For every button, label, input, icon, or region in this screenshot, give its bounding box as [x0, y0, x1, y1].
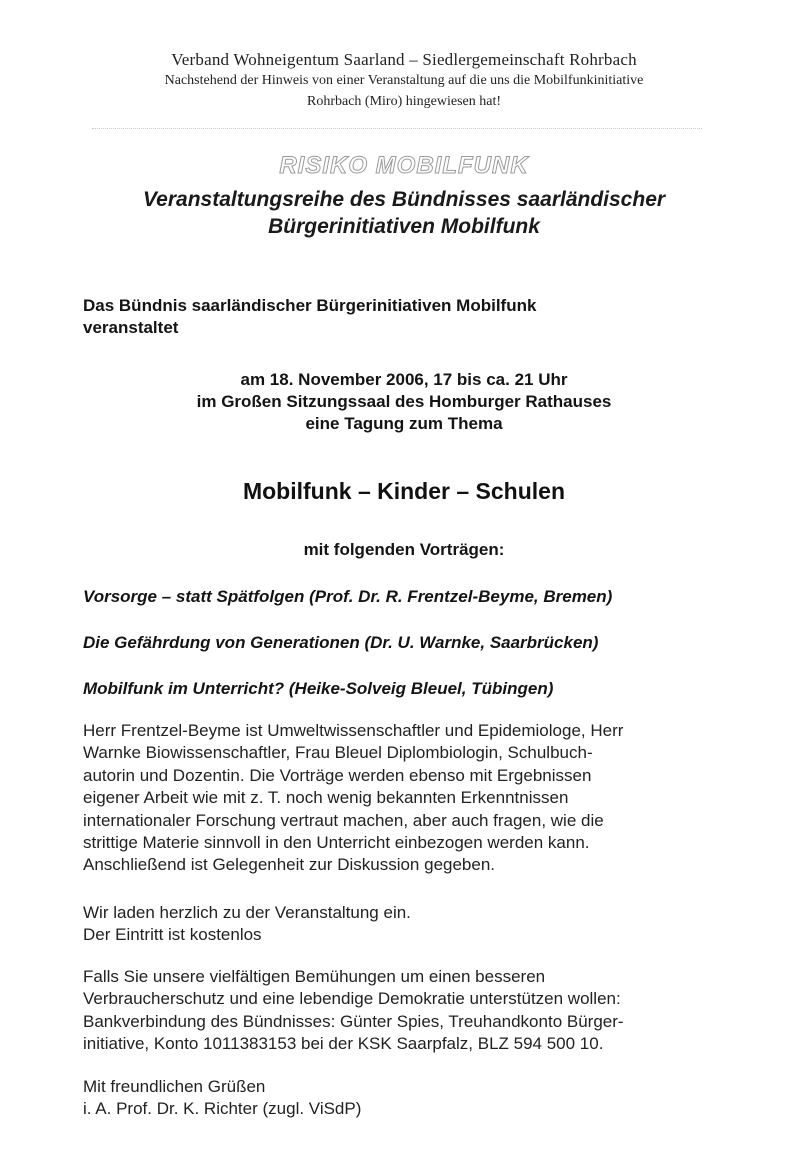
support-line: Verbraucherschutz und eine lebendige Demokratie unterstützen wollen: — [83, 989, 621, 1009]
description-line: Herr Frentzel-Beyme ist Umweltwissenschaftler und Epidemiologe, Herr — [83, 721, 624, 740]
description-line: eigener Arbeit wie mit z. T. noch wenig bekannten Erkenntnissen — [83, 788, 569, 808]
header-note-line1: Nachstehend der Hinweis von einer Veranstaltung auf die uns die Mobilfunkinitiative — [164, 73, 644, 88]
invitation-line: Wir laden herzlich zu der Veranstaltung ein. — [83, 903, 411, 922]
event-topic: Mobilfunk – Kinder – Schulen — [242, 478, 566, 504]
talks-heading: mit folgenden Vorträgen: — [303, 540, 505, 559]
event-place: im Großen Sitzungssaal des Homburger Rathauses — [196, 392, 612, 411]
series-title-line2: Bürgerinitiativen Mobilfunk — [268, 215, 540, 238]
description-line: Anschließend ist Gelegenheit zur Diskussion gegeben. — [83, 855, 496, 875]
description-line: autorin und Dozentin. Die Vorträge werden ebenso mit Ergebnissen — [83, 765, 592, 785]
header-divider — [92, 128, 702, 129]
closing-signature: i. A. Prof. Dr. K. Richter (zugl. ViSdP) — [83, 1099, 362, 1119]
intro-line2: veranstaltet — [83, 318, 179, 337]
invitation-line: Der Eintritt ist kostenlos — [83, 925, 262, 945]
intro-line1: Das Bündnis saarländischer Bürgerinitiativen Mobilfunk — [83, 296, 537, 315]
support-line: Falls Sie unsere vielfältigen Bemühungen um einen besseren — [83, 967, 546, 986]
talk-item: Vorsorge – statt Spätfolgen (Prof. Dr. R. Frentzel-Beyme, Bremen) — [83, 587, 613, 606]
risk-title: RISIKO MOBILFUNK — [279, 152, 529, 179]
event-topic-intro: eine Tagung zum Thema — [305, 414, 503, 433]
invitation-paragraph — [83, 902, 411, 947]
talk-item: Die Gefährdung von Generationen (Dr. U. Warnke, Saarbrücken) — [83, 633, 599, 652]
series-title-line1: Veranstaltungsreihe des Bündnisses saarländischer — [142, 188, 666, 211]
talk-item: Mobilfunk im Unterricht? (Heike-Solveig Bleuel, Tübingen) — [83, 679, 554, 698]
header-organization: Verband Wohneigentum Saarland – Siedlergemeinschaft Rohrbach — [171, 50, 637, 69]
closing-greeting: Mit freundlichen Grüßen — [83, 1077, 266, 1096]
description-line: strittige Materie sinnvoll in den Unterricht einbezogen werden kann. — [83, 832, 590, 852]
closing-block — [83, 1076, 361, 1121]
support-line: Bankverbindung des Bündnisses: Günter Spies, Treuhandkonto Bürger- — [83, 1011, 624, 1031]
description-line: internationaler Forschung vertraut machen, aber auch fragen, wie die — [83, 810, 604, 830]
description-line: Warnke Biowissenschaftler, Frau Bleuel Diplombiologin, Schulbuch- — [83, 743, 593, 763]
support-line: initiative, Konto 1011383153 bei der KSK Saarpfalz, BLZ 594 500 10. — [83, 1034, 604, 1054]
header-note-line2: Rohrbach (Miro) hingewiesen hat! — [307, 94, 501, 109]
support-paragraph — [83, 966, 624, 1056]
description-paragraph — [83, 720, 623, 877]
event-date: am 18. November 2006, 17 bis ca. 21 Uhr — [240, 370, 568, 389]
